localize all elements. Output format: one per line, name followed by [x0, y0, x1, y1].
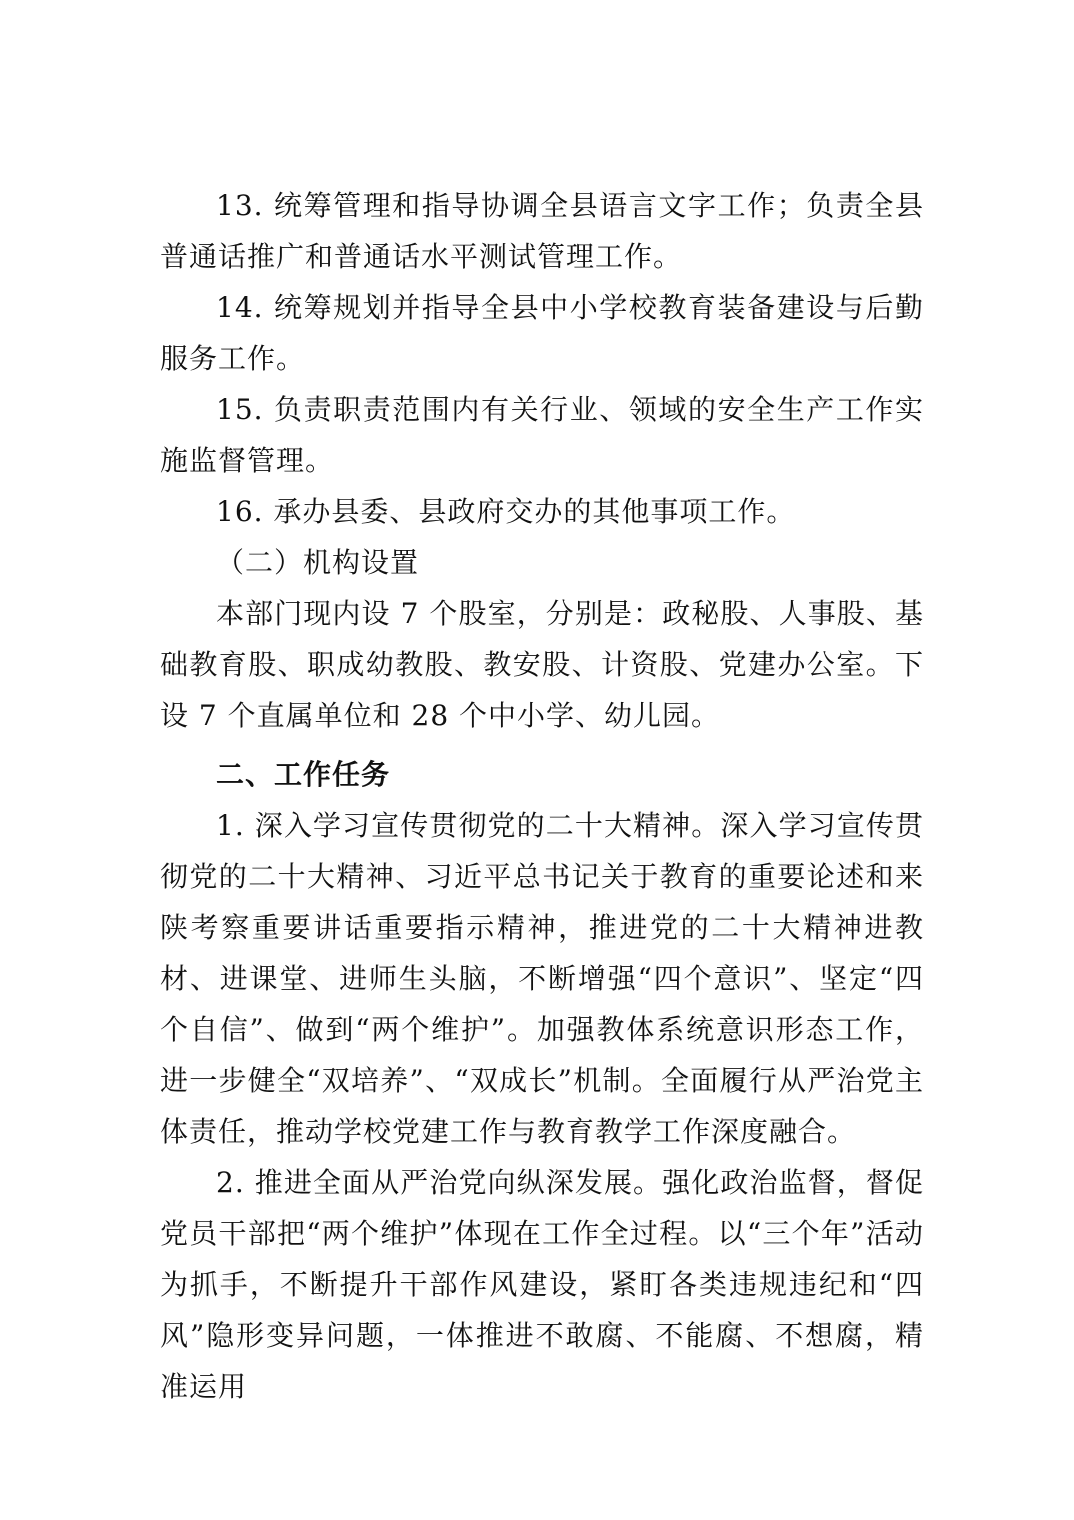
task-item-1: 1. 深入学习宣传贯彻党的二十大精神。深入学习宣传贯彻党的二十大精神、习近平总书记关于教育的重要论述和来陕考察重要讲话重要指示精神，推进党的二十大精神进教材、进课堂、进师生头脑，不断增强“四个意识”、坚定“四个自信”、做到“两个维护”。加强教体系统意识形态工作，进一步健全“双培养”、“双成长”机制。全面履行从严治党主体责任，推动学校党建工作与教育教学工作深度融合。 [160, 809, 924, 1148]
duty-item-14: 14. 统筹规划并指导全县中小学校教育装备建设与后勤服务工作。 [160, 291, 924, 375]
org-structure-heading: （二）机构设置 [216, 546, 420, 579]
org-structure-text: 本部门现内设 7 个股室，分别是：政秘股、人事股、基础教育股、职成幼教股、教安股、计资股、党建办公室。下设 7 个直属单位和 28 个中小学、幼儿园。 [160, 597, 924, 732]
duty-item-13: 13. 统筹管理和指导协调全县语言文字工作；负责全县普通话推广和普通话水平测试管理工作。 [160, 189, 924, 273]
task-item-2: 2. 推进全面从严治党向纵深发展。强化政治监督，督促党员干部把“两个维护”体现在工作全过程。以“三个年”活动为抓手，不断提升干部作风建设，紧盯各类违规违纪和“四风”隐形变异问题，一体推进不敢腐、不能腐、不想腐，精准运用 [160, 1166, 924, 1403]
duty-item-15: 15. 负责职责范围内有关行业、领域的安全生产工作实施监督管理。 [160, 393, 924, 477]
work-tasks-heading: 二、工作任务 [216, 758, 391, 791]
duty-item-16: 16. 承办县委、县政府交办的其他事项工作。 [216, 495, 796, 528]
document-page [160, 180, 924, 1412]
